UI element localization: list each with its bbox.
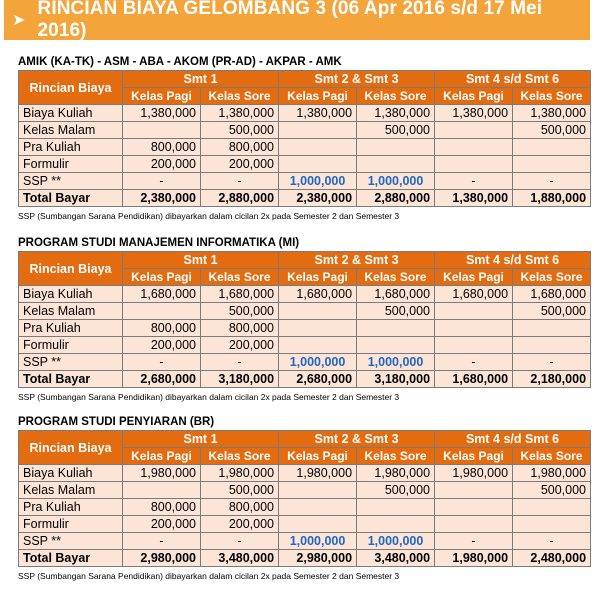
table-cell: - <box>435 533 513 550</box>
total-cell: 1,680,000 <box>435 371 513 388</box>
header-kelas-sore: Kelas Sore <box>513 269 591 286</box>
ssp-note: SSP (Sumbangan Sarana Pendidikan) dibayarkan dalam cicilan 2x pada Semester 2 dan Semester 3 <box>18 211 400 221</box>
table-cell <box>279 337 357 354</box>
table-cell: - <box>435 173 513 190</box>
header-row <box>19 252 591 269</box>
table-cell <box>279 320 357 337</box>
table-cell: 1,680,000 <box>357 286 435 303</box>
table-cell <box>279 516 357 533</box>
table-cell: 800,000 <box>123 320 201 337</box>
total-cell: 3,480,000 <box>201 550 279 567</box>
table-cell <box>513 320 591 337</box>
table-row <box>19 533 591 550</box>
row-label: Kelas Malam <box>19 482 123 499</box>
ssp-note: SSP (Sumbangan Sarana Pendidikan) dibayarkan dalam cicilan 2x pada Semester 2 dan Semester 3 <box>18 392 400 402</box>
row-label: Kelas Malam <box>19 303 123 320</box>
table-cell: 1,980,000 <box>123 465 201 482</box>
table-cell <box>435 303 513 320</box>
fee-section <box>18 54 590 225</box>
page-title: RINCIAN BIAYA GELOMBANG 3 (06 Apr 2016 s/d 17 Mei 2016) <box>37 0 543 41</box>
header-kelas-sore: Kelas Sore <box>513 88 591 105</box>
total-label: Total Bayar <box>19 190 123 207</box>
total-cell: 1,980,000 <box>435 550 513 567</box>
row-label: Pra Kuliah <box>19 139 123 156</box>
table-cell: - <box>123 354 201 371</box>
total-cell: 2,980,000 <box>123 550 201 567</box>
table-row <box>19 105 591 122</box>
table-cell: 200,000 <box>123 156 201 173</box>
header-row <box>19 71 591 88</box>
table-cell: 1,380,000 <box>513 105 591 122</box>
table-row <box>19 122 591 139</box>
header-kelas-sore: Kelas Sore <box>357 269 435 286</box>
title-banner <box>4 0 590 40</box>
total-cell: 2,480,000 <box>513 550 591 567</box>
table-cell: 1,680,000 <box>279 286 357 303</box>
table-cell <box>513 156 591 173</box>
total-cell: 2,880,000 <box>357 190 435 207</box>
table-cell <box>279 122 357 139</box>
total-cell: 2,380,000 <box>123 190 201 207</box>
section-title: PROGRAM STUDI PENYIARAN (BR) <box>18 416 215 428</box>
table-cell <box>435 499 513 516</box>
table-cell: 500,000 <box>201 482 279 499</box>
total-cell: 3,480,000 <box>357 550 435 567</box>
table-cell: 500,000 <box>201 122 279 139</box>
table-cell: 800,000 <box>201 139 279 156</box>
table-row <box>19 337 591 354</box>
table-cell: 1,380,000 <box>357 105 435 122</box>
table-cell: 200,000 <box>201 337 279 354</box>
table-cell: 800,000 <box>201 320 279 337</box>
row-label: Biaya Kuliah <box>19 286 123 303</box>
table-cell: 1,980,000 <box>279 465 357 482</box>
table-cell: 800,000 <box>201 499 279 516</box>
table-cell: 1,980,000 <box>201 465 279 482</box>
table-cell: - <box>123 533 201 550</box>
row-label: Kelas Malam <box>19 122 123 139</box>
total-cell: 3,180,000 <box>201 371 279 388</box>
header-kelas-pagi: Kelas Pagi <box>435 269 513 286</box>
section-title: PROGRAM STUDI MANAJEMEN INFORMATIKA (MI) <box>18 237 300 249</box>
row-label: Formulir <box>19 337 123 354</box>
row-label: Biaya Kuliah <box>19 105 123 122</box>
table-row <box>19 516 591 533</box>
row-label: Formulir <box>19 516 123 533</box>
table-row <box>19 156 591 173</box>
header-kelas-pagi: Kelas Pagi <box>435 88 513 105</box>
row-label: SSP ** <box>19 354 123 371</box>
row-label: Biaya Kuliah <box>19 465 123 482</box>
table-cell <box>435 139 513 156</box>
header-smt-2-3: Smt 2 & Smt 3 <box>279 252 435 269</box>
header-kelas-sore: Kelas Sore <box>201 269 279 286</box>
header-smt-4-6: Smt 4 s/d Smt 6 <box>435 71 591 88</box>
header-kelas-pagi: Kelas Pagi <box>279 269 357 286</box>
header-kelas-sore: Kelas Sore <box>201 88 279 105</box>
table-cell <box>357 499 435 516</box>
table-cell: 800,000 <box>123 139 201 156</box>
row-label: Pra Kuliah <box>19 320 123 337</box>
table-cell: 500,000 <box>513 303 591 320</box>
total-cell: 2,880,000 <box>201 190 279 207</box>
table-cell <box>279 482 357 499</box>
table-cell <box>357 139 435 156</box>
table-cell <box>435 156 513 173</box>
table-cell: - <box>435 354 513 371</box>
header-kelas-pagi: Kelas Pagi <box>279 88 357 105</box>
table-cell: 1,980,000 <box>435 465 513 482</box>
header-kelas-pagi: Kelas Pagi <box>123 448 201 465</box>
table-cell: 500,000 <box>513 122 591 139</box>
header-smt-4-6: Smt 4 s/d Smt 6 <box>435 252 591 269</box>
table-cell <box>435 122 513 139</box>
header-kelas-sore: Kelas Sore <box>513 448 591 465</box>
table-cell <box>435 482 513 499</box>
header-smt-2-3: Smt 2 & Smt 3 <box>279 71 435 88</box>
total-label: Total Bayar <box>19 371 123 388</box>
table-cell <box>279 499 357 516</box>
table-cell: 800,000 <box>123 499 201 516</box>
table-cell: 1,680,000 <box>123 286 201 303</box>
table-cell: 200,000 <box>123 337 201 354</box>
table-row <box>19 303 591 320</box>
table-cell: 500,000 <box>357 482 435 499</box>
fee-table <box>18 430 591 567</box>
table-cell: - <box>201 354 279 371</box>
row-label: Formulir <box>19 156 123 173</box>
table-cell <box>513 499 591 516</box>
table-cell: 500,000 <box>357 122 435 139</box>
table-cell: 200,000 <box>201 156 279 173</box>
table-cell: - <box>513 354 591 371</box>
table-cell <box>279 303 357 320</box>
total-cell: 1,880,000 <box>513 190 591 207</box>
table-cell: - <box>513 173 591 190</box>
table-cell <box>435 337 513 354</box>
table-row <box>19 465 591 482</box>
table-cell: 1,980,000 <box>513 465 591 482</box>
table-cell: 1,000,000 <box>357 533 435 550</box>
total-cell: 2,980,000 <box>279 550 357 567</box>
table-cell: 1,380,000 <box>435 105 513 122</box>
table-cell: 1,000,000 <box>357 173 435 190</box>
table-cell: 1,000,000 <box>279 173 357 190</box>
arrow-icon: ➤ <box>12 12 26 29</box>
table-cell: 1,380,000 <box>123 105 201 122</box>
table-cell <box>435 320 513 337</box>
table-cell <box>123 122 201 139</box>
header-kelas-pagi: Kelas Pagi <box>279 448 357 465</box>
total-cell: 2,680,000 <box>279 371 357 388</box>
total-cell: 2,380,000 <box>279 190 357 207</box>
table-cell <box>513 139 591 156</box>
fee-section <box>18 235 590 406</box>
header-row <box>19 431 591 448</box>
header-kelas-sore: Kelas Sore <box>201 448 279 465</box>
table-row <box>19 320 591 337</box>
total-cell: 3,180,000 <box>357 371 435 388</box>
header-kelas-sore: Kelas Sore <box>357 88 435 105</box>
table-cell: 200,000 <box>201 516 279 533</box>
total-cell: 1,380,000 <box>435 190 513 207</box>
table-cell <box>357 320 435 337</box>
table-cell <box>513 516 591 533</box>
header-kelas-pagi: Kelas Pagi <box>123 88 201 105</box>
table-cell: 1,000,000 <box>357 354 435 371</box>
table-row <box>19 482 591 499</box>
row-label: Pra Kuliah <box>19 499 123 516</box>
table-row <box>19 286 591 303</box>
header-rincian-biaya: Rincian Biaya <box>19 252 123 286</box>
table-row <box>19 173 591 190</box>
table-cell: 1,000,000 <box>279 354 357 371</box>
header-kelas-pagi: Kelas Pagi <box>435 448 513 465</box>
table-cell: - <box>513 533 591 550</box>
table-cell: 500,000 <box>513 482 591 499</box>
row-label: SSP ** <box>19 173 123 190</box>
total-row <box>19 550 591 567</box>
table-cell: 1,380,000 <box>279 105 357 122</box>
table-cell <box>357 337 435 354</box>
header-rincian-biaya: Rincian Biaya <box>19 431 123 465</box>
table-cell <box>279 156 357 173</box>
table-cell <box>435 516 513 533</box>
table-cell: 1,000,000 <box>279 533 357 550</box>
table-cell: - <box>123 173 201 190</box>
table-cell: - <box>201 533 279 550</box>
total-row <box>19 190 591 207</box>
table-cell: 1,380,000 <box>201 105 279 122</box>
table-cell: 200,000 <box>123 516 201 533</box>
table-row <box>19 139 591 156</box>
header-smt-2-3: Smt 2 & Smt 3 <box>279 431 435 448</box>
table-cell: 1,680,000 <box>435 286 513 303</box>
fee-table <box>18 251 591 388</box>
table-cell <box>123 303 201 320</box>
table-cell <box>357 516 435 533</box>
table-cell <box>123 482 201 499</box>
table-cell: 1,680,000 <box>201 286 279 303</box>
table-cell: 1,980,000 <box>357 465 435 482</box>
row-label: SSP ** <box>19 533 123 550</box>
total-cell: 2,180,000 <box>513 371 591 388</box>
table-cell: 1,680,000 <box>513 286 591 303</box>
table-cell: 500,000 <box>201 303 279 320</box>
table-cell <box>513 337 591 354</box>
table-cell: 500,000 <box>357 303 435 320</box>
table-cell: - <box>201 173 279 190</box>
fee-table <box>18 70 591 207</box>
table-cell <box>279 139 357 156</box>
table-cell <box>357 156 435 173</box>
total-label: Total Bayar <box>19 550 123 567</box>
table-row <box>19 499 591 516</box>
total-cell: 2,680,000 <box>123 371 201 388</box>
header-smt-4-6: Smt 4 s/d Smt 6 <box>435 431 591 448</box>
header-smt-1: Smt 1 <box>123 71 279 88</box>
total-row <box>19 371 591 388</box>
ssp-note: SSP (Sumbangan Sarana Pendidikan) dibayarkan dalam cicilan 2x pada Semester 2 dan Semester 3 <box>18 571 400 581</box>
header-smt-1: Smt 1 <box>123 431 279 448</box>
header-kelas-sore: Kelas Sore <box>357 448 435 465</box>
section-title: AMIK (KA-TK) - ASM - ABA - AKOM (PR-AD) - AKPAR - AMK <box>18 56 342 68</box>
table-row <box>19 354 591 371</box>
header-kelas-pagi: Kelas Pagi <box>123 269 201 286</box>
header-smt-1: Smt 1 <box>123 252 279 269</box>
fee-sections <box>4 54 590 585</box>
fee-section <box>18 414 590 585</box>
header-rincian-biaya: Rincian Biaya <box>19 71 123 105</box>
